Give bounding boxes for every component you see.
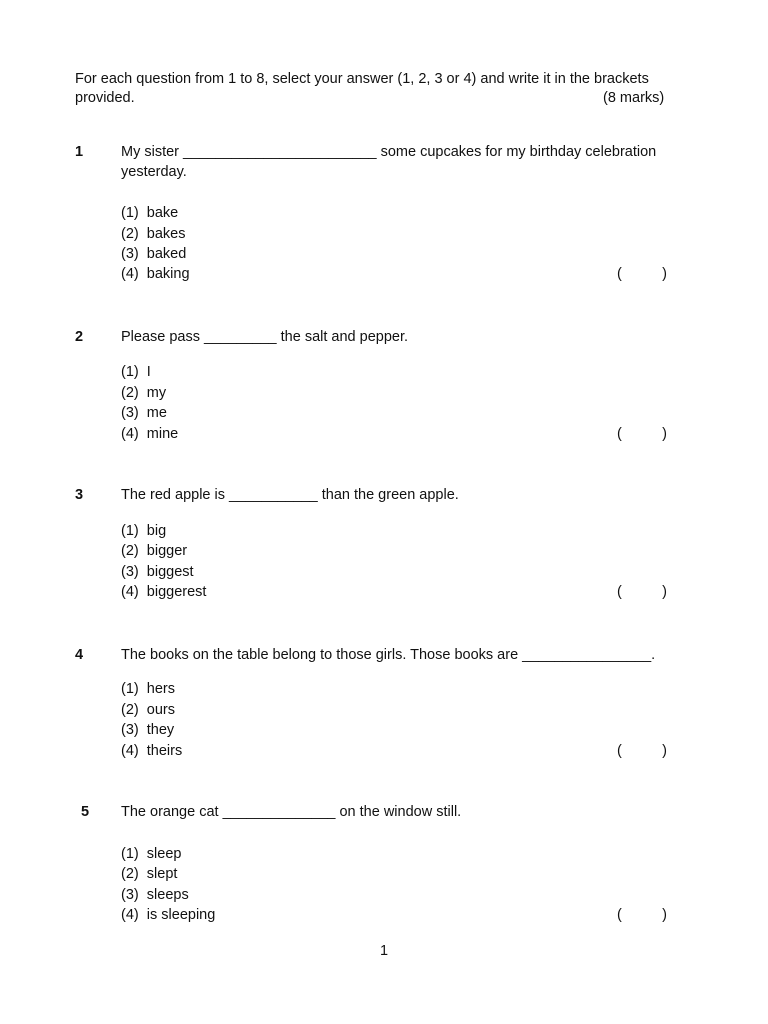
option-1: (1) big: [121, 523, 167, 539]
option-1: (1) I: [121, 364, 151, 380]
marks-label: (8 marks): [603, 90, 665, 106]
question-stem-line: The books on the table belong to those girls. Those books are ________________.: [121, 647, 656, 663]
option-3: (3) sleeps: [121, 887, 189, 903]
option-2: (2) bakes: [121, 226, 186, 242]
answer-brackets[interactable]: ( ): [617, 266, 667, 282]
answer-brackets[interactable]: ( ): [617, 426, 667, 442]
question-number: 3: [75, 487, 84, 503]
question-stem-line: My sister ________________________ some cupcakes for my birthday celebration: [121, 144, 657, 160]
option-3: (3) baked: [121, 246, 187, 262]
option-4: (4) is sleeping: [121, 907, 216, 923]
option-4: (4) theirs: [121, 743, 183, 759]
option-4: (4) mine: [121, 426, 179, 442]
question-stem-line: Please pass _________ the salt and pepper.: [121, 329, 409, 345]
answer-brackets[interactable]: ( ): [617, 743, 667, 759]
option-1: (1) hers: [121, 681, 175, 697]
question-stem-line: The red apple is ___________ than the green apple.: [121, 487, 459, 503]
answer-brackets[interactable]: ( ): [617, 907, 667, 923]
question-number: 5: [81, 804, 90, 820]
question-number: 1: [75, 144, 84, 160]
option-3: (3) they: [121, 722, 175, 738]
instructions-line-1: For each question from 1 to 8, select your answer (1, 2, 3 or 4) and write it in the brackets: [75, 71, 649, 87]
option-2: (2) slept: [121, 866, 178, 882]
answer-brackets[interactable]: ( ): [617, 584, 667, 600]
option-4: (4) biggerest: [121, 584, 207, 600]
option-1: (1) bake: [121, 205, 179, 221]
question-number: 4: [75, 647, 84, 663]
question-stem-line: yesterday.: [121, 164, 187, 180]
question-number: 2: [75, 329, 84, 345]
question-stem-line: The orange cat ______________ on the window still.: [121, 804, 462, 820]
instructions-line-2: provided.: [75, 90, 135, 106]
option-3: (3) me: [121, 405, 167, 421]
option-2: (2) bigger: [121, 543, 188, 559]
option-3: (3) biggest: [121, 564, 194, 580]
page-number: 1: [380, 943, 389, 959]
option-2: (2) my: [121, 385, 167, 401]
option-2: (2) ours: [121, 702, 175, 718]
option-1: (1) sleep: [121, 846, 182, 862]
option-4: (4) baking: [121, 266, 190, 282]
